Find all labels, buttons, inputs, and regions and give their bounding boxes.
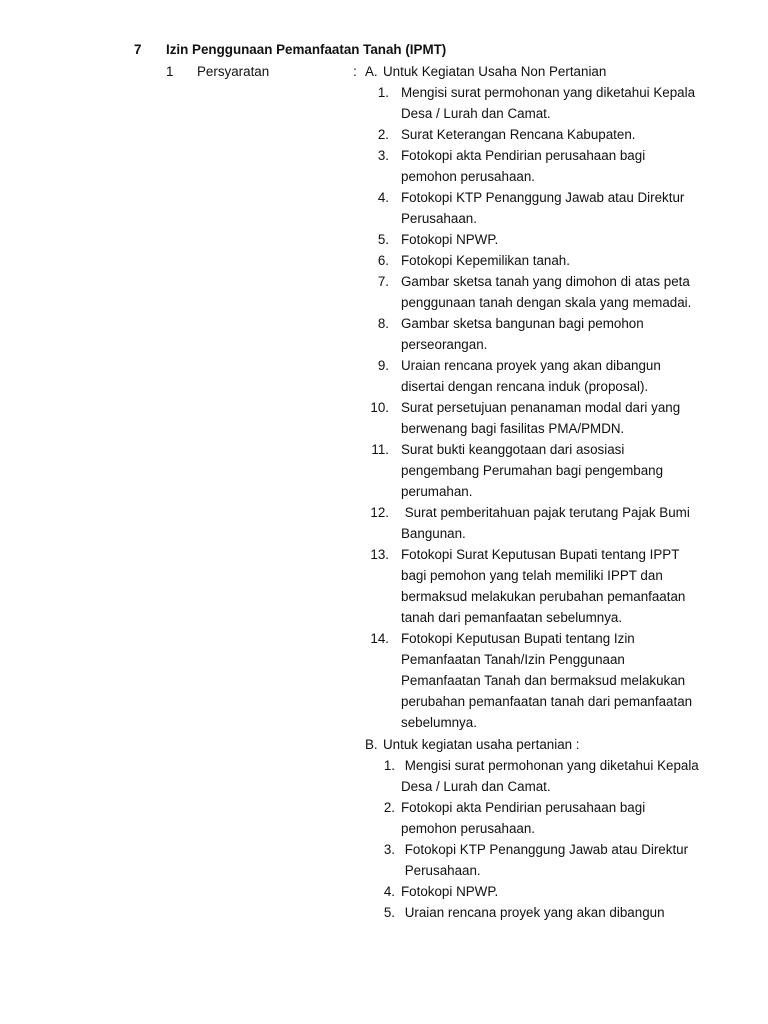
subsection-label: Persyaratan (197, 64, 270, 79)
list-item-number: 1. (377, 85, 389, 100)
list-item-number: 11. (371, 442, 389, 457)
group-letter: A. (365, 64, 378, 79)
list-item-number: 8. (377, 316, 389, 331)
list-item-number: 9. (377, 358, 389, 373)
list-item-text: berwenang bagi fasilitas PMA/PMDN. (401, 421, 625, 436)
list-item-text: Gambar sketsa tanah yang dimohon di atas peta (401, 274, 690, 289)
list-item-text: pemohon perusahaan. (401, 169, 536, 184)
list-item-text: Fotokopi Surat Keputusan Bupati tentang IPPT (401, 547, 680, 562)
list-item-text: Perusahaan. (401, 211, 477, 226)
group-title: Untuk Kegiatan Usaha Non Pertanian (383, 64, 607, 79)
list-item-text: Surat pemberitahuan pajak terutang Pajak Bumi (401, 505, 690, 520)
list-item-text: bermaksud melakukan perubahan pemanfaatan (401, 589, 686, 604)
list-item-text: Fotokopi KTP Penanggung Jawab atau Direktur (401, 842, 689, 857)
list-item-number: 10. (370, 400, 389, 415)
list-item-text: perseorangan. (401, 337, 488, 352)
list-item-text: pemohon perusahaan. (401, 821, 536, 836)
list-item-number: 5. (377, 232, 389, 247)
list-item-number: 4. (383, 884, 395, 899)
list-item-number: 6. (377, 253, 389, 268)
list-item-text: perumahan. (401, 484, 473, 499)
list-item-number: 4. (377, 190, 389, 205)
section-number: 7 (134, 42, 142, 57)
list-item-number: 12. (370, 505, 389, 520)
list-item-number: 5. (383, 905, 395, 920)
list-item-number: 3. (383, 842, 395, 857)
subsection-number: 1 (166, 64, 174, 79)
list-item-text: Surat persetujuan penanaman modal dari yang (401, 400, 681, 415)
list-item-text: Fotokopi KTP Penanggung Jawab atau Direktur (401, 190, 685, 205)
list-item-text: pengembang Perumahan bagi pengembang (401, 463, 664, 478)
list-item-text: bagi pemohon yang telah memiliki IPPT dan (401, 568, 663, 583)
list-item-text: Fotokopi NPWP. (401, 232, 499, 247)
list-item-number: 7. (377, 274, 389, 289)
list-item-text: Uraian rencana proyek yang akan dibangun (401, 358, 661, 373)
section-title: Izin Penggunaan Pemanfaatan Tanah (IPMT) (166, 42, 447, 57)
list-item-text: Surat bukti keanggotaan dari asosiasi (401, 442, 625, 457)
list-item-text: Surat Keterangan Rencana Kabupaten. (401, 127, 636, 142)
list-item-text: Fotokopi Keputusan Bupati tentang Izin (401, 631, 635, 646)
list-item-text: Fotokopi akta Pendirian perusahaan bagi (401, 800, 646, 815)
subsection-colon: : (353, 64, 357, 79)
list-item-text: Uraian rencana proyek yang akan dibangun (401, 905, 665, 920)
list-item-number: 2. (383, 800, 395, 815)
list-item-text: tanah dari pemanfaatan sebelumnya. (401, 610, 623, 625)
group-letter: B. (365, 737, 378, 752)
list-item-number: 14. (370, 631, 389, 646)
list-item-text: Pemanfaatan Tanah dan bermaksud melakukan (401, 673, 686, 688)
list-item-text: sebelumnya. (401, 715, 477, 730)
list-item-text: disertai dengan rencana induk (proposal). (401, 379, 649, 394)
list-item-text: penggunaan tanah dengan skala yang memadai. (401, 295, 692, 310)
list-item-text: Mengisi surat permohonan yang diketahui Kepala (401, 758, 699, 773)
list-item-text: Desa / Lurah dan Camat. (401, 779, 551, 794)
list-item-text: Desa / Lurah dan Camat. (401, 106, 551, 121)
list-item-text: Perusahaan. (401, 863, 481, 878)
list-item-text: Fotokopi akta Pendirian perusahaan bagi (401, 148, 646, 163)
list-item-text: Pemanfaatan Tanah/Izin Penggunaan (401, 652, 625, 667)
list-item-text: perubahan pemanfaatan tanah dari pemanfaatan (401, 694, 693, 709)
list-item-number: 13. (370, 547, 389, 562)
list-item-number: 2. (377, 127, 389, 142)
list-item-number: 3. (377, 148, 389, 163)
list-item-text: Gambar sketsa bangunan bagi pemohon (401, 316, 644, 331)
list-item-number: 1. (383, 758, 395, 773)
list-item-text: Fotokopi Kepemilikan tanah. (401, 253, 570, 268)
list-item-text: Fotokopi NPWP. (401, 884, 499, 899)
group-title: Untuk kegiatan usaha pertanian : (383, 737, 580, 752)
list-item-text: Bangunan. (401, 526, 466, 541)
list-item-text: Mengisi surat permohonan yang diketahui Kepala (401, 85, 696, 100)
